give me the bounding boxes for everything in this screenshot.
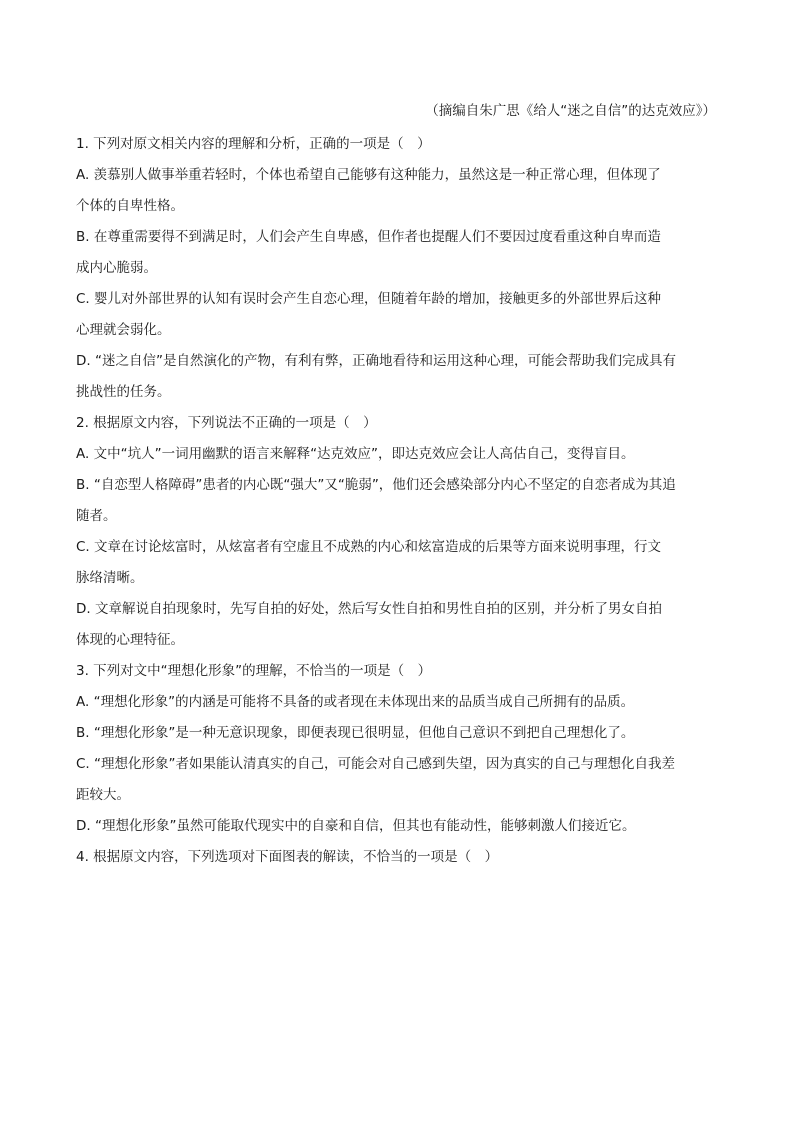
question-2 bbox=[76, 408, 718, 656]
question-stem: 1. 下列对原文相关内容的理解和分析，正确的一项是（ ） bbox=[76, 136, 431, 152]
option-a: A. “理想化形象”的内涵是可能将不具备的或者现在未体现出来的品质当成自己所拥有的品质。 bbox=[76, 694, 635, 710]
question-stem: 2. 根据原文内容，下列说法不正确的一项是（ ） bbox=[76, 415, 377, 431]
question-4 bbox=[76, 842, 718, 873]
option-d: D. “迷之自信”是自然演化的产物，有利有弊，正确地看待和运用这种心理，可能会帮助我们完成具有 挑战性的任务。 bbox=[76, 353, 676, 400]
question-3 bbox=[76, 656, 718, 842]
source-citation: （摘编自朱广思《给人“迷之自信”的达克效应》） bbox=[425, 103, 716, 119]
option-a: A. 羡慕别人做事举重若轻时，个体也希望自己能够有这种能力，虽然这是一种正常心理，但体现了 个体的自卑性格。 bbox=[76, 167, 661, 214]
option-d: D. “理想化形象”虽然可能取代现实中的自豪和自信，但其也有能动性，能够刺激人们接近它。 bbox=[76, 818, 636, 834]
option-c: C. 婴儿对外部世界的认知有误时会产生自恋心理，但随着年龄的增加，接触更多的外部世界后这种 心理就会弱化。 bbox=[76, 291, 662, 338]
option-d: D. 文章解说自拍现象时，先写自拍的好处，然后写女性自拍和男性自拍的区别，并分析了男女自拍 体现的心理特征。 bbox=[76, 601, 662, 648]
question-1 bbox=[76, 129, 718, 408]
question-stem: 4. 根据原文内容，下列选项对下面图表的解读，不恰当的一项是（ ） bbox=[76, 849, 499, 865]
option-a: A. 文中“坑人”一词用幽默的语言来解释“达克效应”，即达克效应会让人高估自己，变得盲目。 bbox=[76, 446, 635, 462]
option-b: B. 在尊重需要得不到满足时，人们会产生自卑感，但作者也提醒人们不要因过度看重这种自卑而造 成内心脆弱。 bbox=[76, 229, 661, 276]
option-c: C. “理想化形象”者如果能认清真实的自己，可能会对自己感到失望，因为真实的自己与理想化自我差 距较大。 bbox=[76, 756, 675, 803]
question-stem: 3. 下列对文中“理想化形象”的理解，不恰当的一项是（ ） bbox=[76, 663, 432, 679]
option-b: B. “理想化形象”是一种无意识现象，即便表现已很明显，但他自己意识不到把自己理想化了。 bbox=[76, 725, 635, 741]
option-c: C. 文章在讨论炫富时，从炫富者有空虚且不成熟的内心和炫富造成的后果等方面来说明事理，行文 脉络清晰。 bbox=[76, 539, 662, 586]
questions-section bbox=[76, 129, 718, 873]
option-b: B. “自恋型人格障碍”患者的内心既“强大”又“脆弱”，他们还会感染部分内心不坚定的自恋者成为其追 随者。 bbox=[76, 477, 676, 524]
